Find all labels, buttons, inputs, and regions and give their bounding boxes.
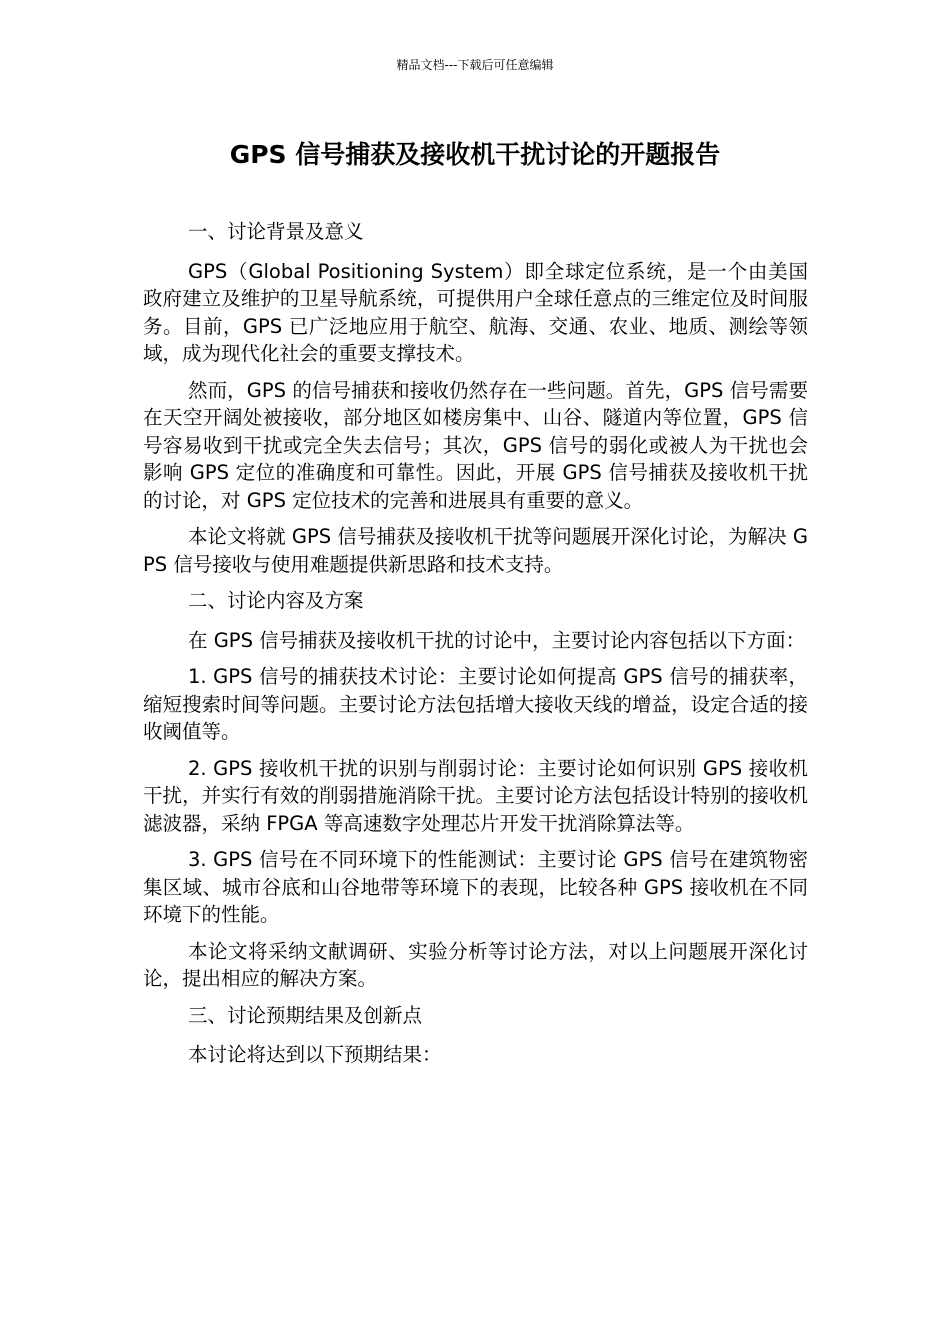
section-1-paragraph-2: 然而，GPS 的信号捕获和接收仍然存在一些问题。首先，GPS 信号需要在天空开阔处被接收，部分地区如楼房集中、山谷、隧道内等位置，GPS 信号容易收到干扰或完全失去信号；其次，GPS 信号的弱化或被人为干扰也会影响 GPS 定位的准确度和可靠性。因此，开展 GPS 信号捕获及接收机干扰的讨论，对 GPS 定位技术的完善和进展具有重要的意义。 [143,378,808,512]
section-2-intro: 在 GPS 信号捕获及接收机干扰的讨论中，主要讨论内容包括以下方面： [188,628,806,652]
document-title: GPS 信号捕获及接收机干扰讨论的开题报告 [229,140,721,169]
section-1-paragraph-3: 本论文将就 GPS 信号捕获及接收机干扰等问题展开深化讨论，为解决 GPS 信号接收与使用难题提供新思路和技术支持。 [143,525,808,576]
section-2-item-1: 1. GPS 信号的捕获技术讨论：主要讨论如何提高 GPS 信号的捕获率，缩短搜索时间等问题。主要讨论方法包括增大接收天线的增益，设定合适的接收阈值等。 [143,665,808,743]
section-3-intro: 本讨论将达到以下预期结果： [188,1043,442,1066]
section-2-item-2: 2. GPS 接收机干扰的识别与削弱讨论：主要讨论如何识别 GPS 接收机干扰，并实行有效的削弱措施消除干扰。主要讨论方法包括设计特别的接收机滤波器，采纳 FPGA 等高速数字处理芯片开发干扰消除算法等。 [143,756,808,835]
section-3-heading: 三、讨论预期结果及创新点 [188,1003,423,1027]
header-note: 精品文档---下载后可任意编辑 [396,58,554,72]
section-1-heading: 一、讨论背景及意义 [188,220,364,243]
section-2-closing: 本论文将采纳文献调研、实验分析等讨论方法，对以上问题展开深化讨论，提出相应的解决方案。 [143,939,808,990]
section-2-item-3: 3. GPS 信号在不同环境下的性能测试：主要讨论 GPS 信号在建筑物密集区域、城市谷底和山谷地带等环境下的表现，比较各种 GPS 接收机在不同环境下的性能。 [143,848,808,926]
section-1-paragraph-1: GPS（Global Positioning System）即全球定位系统，是一个由美国政府建立及维护的卫星导航系统，可提供用户全球任意点的三维定位及时间服务。目前，GPS 已广泛地应用于航空、航海、交通、农业、地质、测绘等领域，成为现代化社会的重要支撑技术。 [143,259,808,365]
document-body [143,218,808,1078]
section-2-heading: 二、讨论内容及方案 [188,589,364,612]
